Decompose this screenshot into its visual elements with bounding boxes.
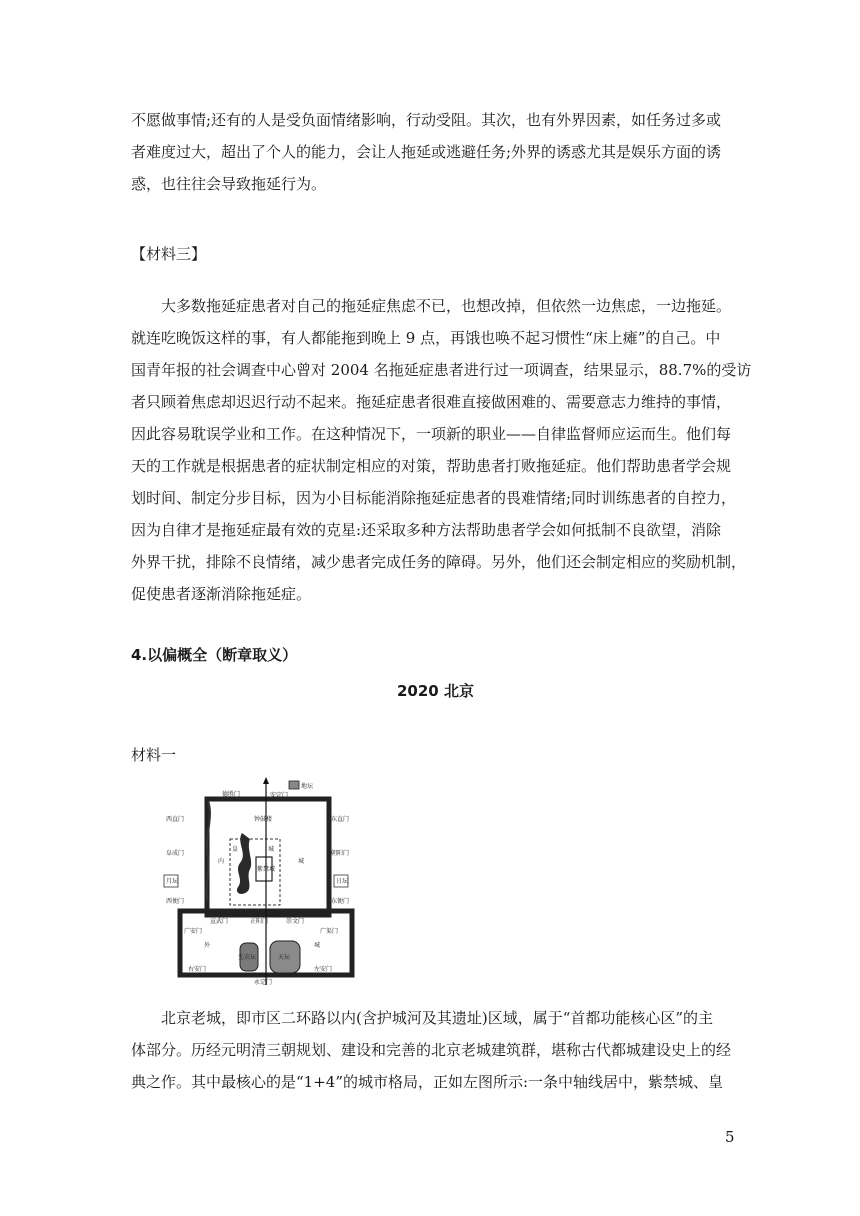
text-line: 因为自律才是拖延症最有效的克星:还采取多种方法帮助患者学会如何抵制不良欲望，消除 <box>131 521 722 539</box>
map-label: 阜成门 <box>166 850 185 857</box>
beijing-old-city-map <box>158 777 368 989</box>
map-label: 德胜门 <box>222 791 241 798</box>
map-label: 崇文门 <box>286 918 305 925</box>
map-label: 广渠门 <box>320 928 339 935</box>
axis-arrow-icon <box>263 777 269 784</box>
map-label: 天坛 <box>278 954 291 961</box>
text-line: 外界干扰，排除不良情绪，减少患者完成任务的障碍。另外，他们还会制定相应的奖励机制， <box>131 553 747 571</box>
page-number: 5 <box>725 1128 735 1146</box>
material3-heading: 【材料三】 <box>131 245 207 263</box>
text-line: 因此容易耽误学业和工作。在这种情况下，一项新的职业——自律监督师应运而生。他们每 <box>131 425 732 443</box>
map-label: 城 <box>268 846 275 853</box>
text-line: 划时间、制定分步目标，因为小目标能消除拖延症患者的畏难情绪;同时训练患者的自控力， <box>131 489 737 507</box>
map-label: 城 <box>298 858 305 865</box>
map-label: 朝阳门 <box>331 850 350 857</box>
lakes-shichahai <box>237 833 251 894</box>
paragraph-procrastination-causes <box>131 104 735 200</box>
text-line: 促使患者逐渐消除拖延症。 <box>131 585 312 603</box>
text-line: 典之作。其中最核心的是“1+4”的城市格局，正如左图所示:一条中轴线居中，紫禁城、皇 <box>131 1073 724 1091</box>
text-line: 者只顾着焦虑却迟迟行动不起来。拖延症患者很难直接做困难的、需要意志力维持的事情， <box>131 393 732 411</box>
map-label: 东直门 <box>331 816 350 823</box>
text-line: 北京老城，即市区二环路以内(含护城河及其遗址)区域，属于“首都功能核心区”的主 <box>131 1009 714 1027</box>
map-label: 广安门 <box>184 928 203 935</box>
text-line: 惑，也往往会导致拖延行为。 <box>131 175 327 193</box>
text-line: 天的工作就是根据患者的症状制定相应的对策，帮助患者打败拖延症。他们帮助患者学会规 <box>131 457 732 475</box>
map-label: 紫禁城 <box>257 866 276 873</box>
map-label: 先农坛 <box>238 954 257 961</box>
text-line: 就连吃晚饭这样的事，有人都能拖到晚上 9 点，再饿也唤不起习惯性“床上瘫”的自己。中 <box>131 329 721 347</box>
map-label: 西直门 <box>166 816 185 823</box>
map-label: 钟鼓楼 <box>254 816 273 823</box>
map-label: 安定门 <box>270 792 289 799</box>
paragraph-beijing-old-city <box>131 1002 735 1098</box>
map-label: 日坛 <box>336 878 349 885</box>
ditan-block <box>289 781 299 789</box>
map-label: 宣武门 <box>210 918 229 925</box>
text-line: 不愿做事情;还有的人是受负面情绪影响，行动受阻。其次，也有外界因素，如任务过多或 <box>131 111 722 129</box>
paragraph-material3 <box>131 290 752 610</box>
map-label: 东便门 <box>331 898 350 905</box>
text-line: 者难度过大，超出了个人的能力，会让人拖延或逃避任务;外界的诱惑尤其是娱乐方面的诱 <box>131 143 722 161</box>
section-heading: 4.以偏概全（断章取义） <box>131 646 298 664</box>
map-label: 地坛 <box>301 783 314 790</box>
map-label: 内 <box>218 858 225 865</box>
map-label: 西便门 <box>166 898 185 905</box>
map-label: 永定门 <box>254 979 273 986</box>
map-label: 外 <box>204 942 211 949</box>
subtitle: 2020 北京 <box>397 682 474 700</box>
map-label: 城 <box>314 942 321 949</box>
map-label: 右安门 <box>188 966 207 973</box>
text-line: 大多数拖延症患者对自己的拖延症焦虑不已，也想改掉，但依然一边焦虑，一边拖延。 <box>131 297 732 315</box>
map-label: 左安门 <box>314 966 333 973</box>
material1-label: 材料一 <box>131 746 177 764</box>
text-line: 体部分。历经元明清三朝规划、建设和完善的北京老城建筑群，堪称古代都城建设史上的经 <box>131 1041 732 1059</box>
map-label: 月坛 <box>166 878 179 885</box>
text-line: 国青年报的社会调查中心曾对 2004 名拖延症患者进行过一项调查，结果显示，88.7%的受访 <box>131 361 752 379</box>
map-label: 皇 <box>232 846 239 853</box>
map-label: 正阳门 <box>250 918 269 925</box>
